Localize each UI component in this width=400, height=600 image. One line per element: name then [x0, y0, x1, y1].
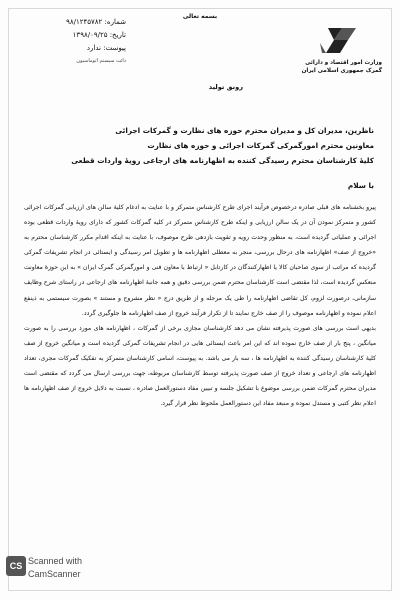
- bismillah: بسمه تعالی: [182, 13, 218, 20]
- automation-note: دائت سیستم اتوماسیون: [76, 58, 126, 64]
- addressee-block: [24, 123, 374, 168]
- date-value: ۱۳۹۸/۰۹/۲۵: [72, 31, 108, 39]
- camscanner-watermark: [4, 551, 114, 585]
- slogan: رونق تولید: [208, 83, 243, 91]
- attachment-value: ندارد: [86, 44, 101, 52]
- attachment-label: پیوست:: [103, 44, 126, 52]
- customs-logo-icon: [312, 26, 364, 56]
- camscanner-logo-icon: CS: [6, 556, 26, 576]
- number-label: شماره:: [104, 18, 126, 26]
- addressee-line: ناظرین، مدیران کل و مدیران محترم حوزه های نظارت و گمرکات اجرائی: [115, 126, 374, 135]
- watermark-line2: CamScanner: [28, 569, 81, 579]
- letter-metadata: [16, 16, 126, 68]
- body-paragraph: پیرو بخشنامه های قبلی صادره درخصوص فرآیند اجرای طرح کارشناس متمرکز و با عنایت به ادغام کلیهٔ سالن های ارزیابی گمرکات اجرائی کشور و متمرکز نمودن آن در یک سالن ارزیابی و اینکه طرح کارشناس متمرکز در کلیه گمرکات کشور که دارای رویهٔ واردات قطعی بوده اجرائی و عملیاتی گردیده است، به منظور وحدت رویه و تقویت بازدهی طرح موصوف، با عنایت به اینکه اقدام مکرر کارشناسان محترم به «خروج از صف» اظهارنامه های درحال بررسی، منجر به معطلی اظهارنامه ها و تطویل امر رسیدگی و ایستائی در انجام تشریفات گمرکی گردیده که مراتب از سوی صاحبان کالا یا اظهارکنندگان در کارتابل « ارتباط با معاون فنی و امورگمرکی گمرک ایران » به این حوزهٔ معاونت منعکس گردیده است، لذا مقتضی است کارشناسان محترم ضمن بررسی دقیق و همه جانبهٔ اظهارنامه های ارجاعی در راستای شرح وظایف سازمانی، درصورت لزوم، کل تقاضی اظهارنامه را طی یک مرحله و از طریق درج « نظر مشروح و مستند » بصورت سیستمی به ذینفع اعلام نموده و اظهارنامه موصوف را از صف خارج نمایند تا از تکرار فرآیند خروج از صف اظهارنامه ها جلوگیری گردد.: [24, 204, 376, 317]
- watermark-line1: Scanned with: [28, 556, 83, 566]
- number-value: ۹۸/۱۲۴۵۷۸۲: [66, 18, 103, 26]
- number-row: [16, 16, 126, 29]
- date-label: تاریخ:: [109, 31, 126, 39]
- addressee-line: کلیهٔ کارشناسان محترم رسیدگی کننده به اظهارنامه های ارجاعی رویهٔ واردات قطعی: [71, 156, 374, 165]
- attachment-row: [16, 42, 126, 55]
- addressee-line: معاونین محترم امورگمرکی گمرکات اجرائی و حوزه های نظارت: [147, 141, 374, 150]
- body-paragraph: بدیهی است بررسی های صورت پذیرفته نشان می دهد کارشناسان مجازی برخی از گمرکات ، اظهارنامه های مورد بررسی را به صورت میانگین ، پنج بار از صف خارج نموده اند که این امر باعث ایستائی هایی در انجام تشریفات گمرکی گردیده است و میانگین خروج از صف کلیهٔ کارشناسان رسیدگی کننده به اظهارنامه ها ، سه بار می باشد. به پیوست، اسامی کارشناسان متمرکز به تفکیک گمرکات مجری، تعداد اظهارنامه های ارجاعی و تعداد خروج از صف صورت پذیرفته توسط کارشناسان مربوطه، جهت بررسی ارسال می گردد که مقتضی است مدیران محترم گمرکات ضمن بررسی موضوع با تشکیل جلسه و تبیین مفاد دستورالعمل صادره ، نسبت به دلایل خروج از صف اظهارنامه ها اعلام نظر کتبی و مستدل نموده و منبعد مفاد این دستورالعمل ملحوظ نظر قرار گیرد.: [24, 324, 376, 408]
- org-customs: گمرک جمهوری اسلامی ایران: [301, 68, 382, 74]
- salutation: با سلام: [347, 181, 374, 190]
- letter-body: [24, 200, 376, 411]
- org-ministry: وزارت امور اقتصاد و دارائی: [305, 60, 382, 66]
- date-row: [16, 29, 126, 42]
- organization-name: [262, 59, 382, 75]
